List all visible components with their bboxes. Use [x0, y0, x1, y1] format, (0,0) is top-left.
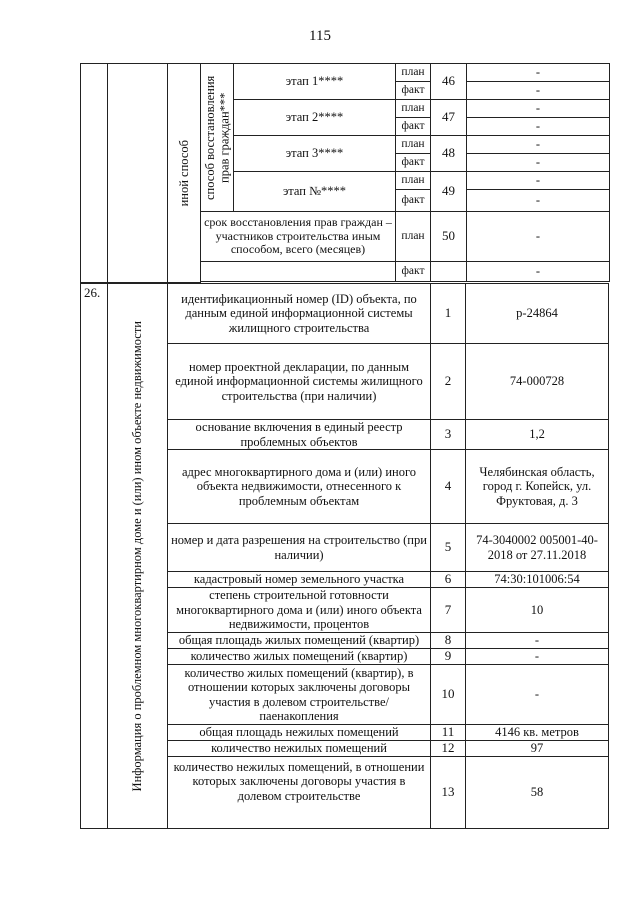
row-label: идентификационный номер (ID) объекта, по данным единой информационной системы жилищного строительства	[168, 284, 431, 344]
restore-method-label: способ восстановления прав граждан***	[202, 75, 231, 200]
row-value: Челябинская область, город г. Копейск, ул. Фруктовая, д. 3	[466, 450, 609, 524]
row-label: количество жилых помещений (квартир)	[168, 649, 431, 665]
row-value: 4146 кв. метров	[466, 725, 609, 741]
row-index: 46	[431, 64, 467, 100]
row-index: 50	[431, 212, 467, 262]
row-index: 48	[431, 136, 467, 172]
section-26-table	[80, 283, 609, 829]
document-table	[80, 63, 610, 283]
fact-value: -	[467, 82, 610, 100]
section-title: Информация о проблемном многоквартирном доме и (или) ином объекте недвижимости	[130, 320, 145, 792]
row-index: 13	[431, 757, 466, 829]
top-number-cell	[81, 64, 108, 283]
fact-label: факт	[396, 118, 431, 136]
plan-value: -	[467, 64, 610, 82]
section-number: 26.	[81, 284, 108, 829]
fact-label: факт	[396, 154, 431, 172]
method-label: иной способ	[176, 139, 191, 206]
row-value: -	[466, 633, 609, 649]
row-label: количество нежилых помещений	[168, 741, 431, 757]
row-label: количество жилых помещений (квартир), в отношении которых заключены договоры участия в долевом строительстве/паенакопления	[168, 665, 431, 725]
fact-label: факт	[396, 190, 431, 212]
row-value: 74-3040002 005001-40-2018 от 27.11.2018	[466, 524, 609, 572]
fact-value: -	[467, 154, 610, 172]
blank-index-cell	[431, 262, 467, 282]
row-index: 8	[431, 633, 466, 649]
row-index: 49	[431, 172, 467, 212]
stage-label: этап №****	[234, 172, 396, 212]
page-number: 115	[309, 28, 331, 44]
stage-label: этап 2****	[234, 100, 396, 136]
row-value: 74-000728	[466, 344, 609, 420]
row-label: количество нежилых помещений, в отношении которых заключены договоры участия в долевом строительстве	[168, 757, 431, 829]
fact-value: -	[467, 262, 610, 282]
row-value: -	[466, 665, 609, 725]
row-label: адрес многоквартирного дома и (или) иного объекта недвижимости, отнесенного к проблемным объектам	[168, 450, 431, 524]
plan-value: -	[467, 172, 610, 190]
row-label: общая площадь жилых помещений (квартир)	[168, 633, 431, 649]
row-value: 10	[466, 588, 609, 633]
fact-value: -	[467, 118, 610, 136]
fact-label: факт	[396, 262, 431, 282]
plan-label: план	[396, 212, 431, 262]
row-label: номер проектной декларации, по данным единой информационной системы жилищного строительства (при наличии)	[168, 344, 431, 420]
row-label: основание включения в единый реестр проблемных объектов	[168, 420, 431, 450]
row-index: 12	[431, 741, 466, 757]
row-index: 1	[431, 284, 466, 344]
term-label: срок восстановления прав граждан – участников строительства иным способом, всего (месяцев)	[201, 212, 396, 262]
stage-label: этап 3****	[234, 136, 396, 172]
row-index: 6	[431, 572, 466, 588]
plan-label: план	[396, 136, 431, 154]
stage-label: этап 1****	[234, 64, 396, 100]
plan-label: план	[396, 100, 431, 118]
row-index: 3	[431, 420, 466, 450]
row-label: кадастровый номер земельного участка	[168, 572, 431, 588]
top-category-cell	[108, 64, 168, 283]
plan-label: план	[396, 64, 431, 82]
plan-value: -	[467, 100, 610, 118]
row-index: 11	[431, 725, 466, 741]
row-value: 1,2	[466, 420, 609, 450]
row-index: 4	[431, 450, 466, 524]
blank-cell	[201, 262, 396, 282]
restore-method-cell	[201, 64, 234, 212]
row-index: 9	[431, 649, 466, 665]
row-label: номер и дата разрешения на строительство (при наличии)	[168, 524, 431, 572]
row-index: 2	[431, 344, 466, 420]
section-row	[81, 284, 609, 344]
stage-1-plan-row	[81, 64, 610, 82]
fact-value: -	[467, 190, 610, 212]
row-index: 10	[431, 665, 466, 725]
row-label: общая площадь нежилых помещений	[168, 725, 431, 741]
plan-value: -	[467, 136, 610, 154]
row-value: 74:30:101006:54	[466, 572, 609, 588]
plan-label: план	[396, 172, 431, 190]
fact-label: факт	[396, 82, 431, 100]
row-index: 7	[431, 588, 466, 633]
row-value: -	[466, 649, 609, 665]
method-label-cell	[168, 64, 201, 283]
row-index: 47	[431, 100, 467, 136]
row-value: 97	[466, 741, 609, 757]
row-value: 58	[466, 757, 609, 829]
row-label: степень строительной готовности многоквартирного дома и (или) иного объекта недвижимости, процентов	[168, 588, 431, 633]
row-value: р-24864	[466, 284, 609, 344]
section-title-cell	[108, 284, 168, 829]
plan-value: -	[467, 212, 610, 262]
row-index: 5	[431, 524, 466, 572]
